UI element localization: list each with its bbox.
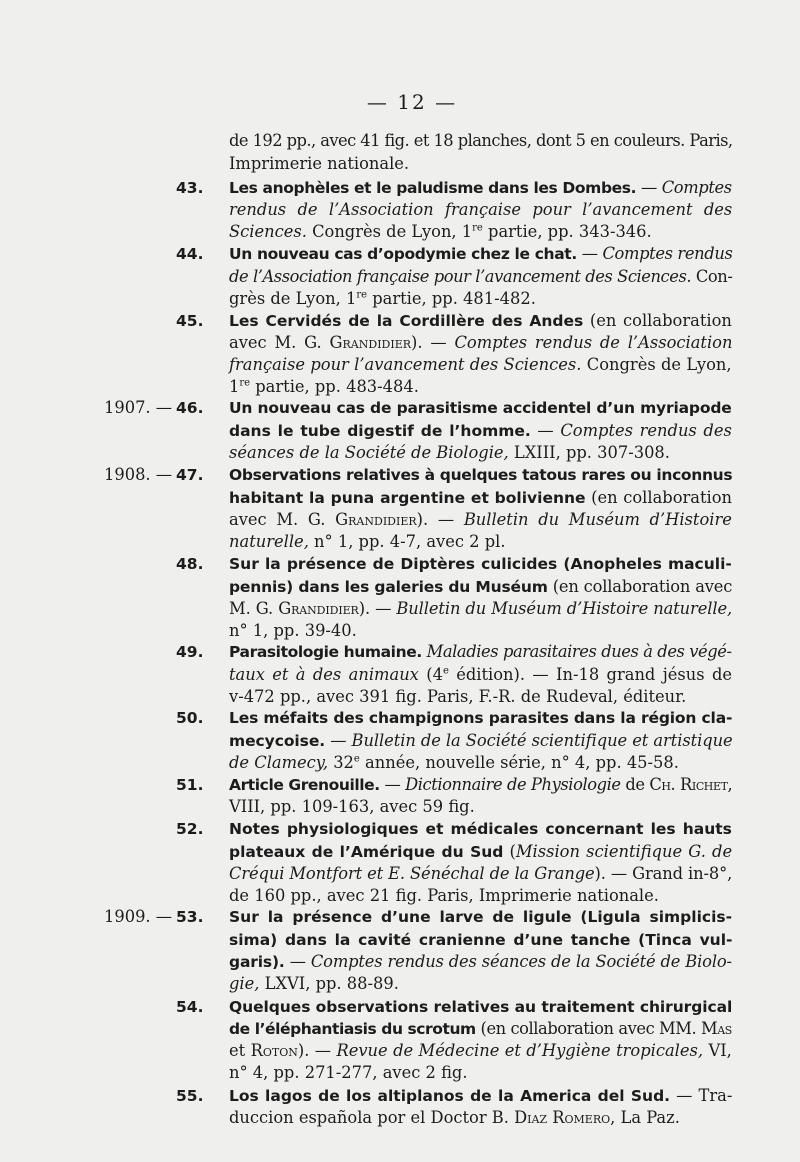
entry-number: 51. <box>176 776 204 794</box>
text-span: LXIII, pp. 307-308. <box>508 443 670 462</box>
entry-line <box>229 730 733 752</box>
text-span: Con- <box>691 267 733 286</box>
entry-line <box>229 818 732 840</box>
text-span: e <box>442 665 449 677</box>
citation-text: Dictionnaire de Physiologie <box>405 775 621 794</box>
entry-line <box>229 841 732 863</box>
citation-text: gie, <box>229 974 260 993</box>
entry-line <box>229 1062 468 1084</box>
text-span: — <box>576 244 603 263</box>
entry-line <box>229 707 732 729</box>
text-span: duccion española por el Doctor B. <box>229 1108 515 1127</box>
entry-number: 53. <box>176 908 204 926</box>
entry-line <box>229 310 732 332</box>
text-span: re <box>472 222 483 234</box>
entry-title-text: Les méfaits des champignons parasites dans la région cla- <box>229 709 733 727</box>
text-span: ). — <box>416 510 464 529</box>
text-span: — <box>530 421 561 440</box>
author-name: Diaz Romero, <box>514 1108 616 1127</box>
citation-text: de Clamecy, <box>229 753 329 772</box>
entry-number: 49. <box>176 643 204 661</box>
entry-number: 44. <box>176 245 204 263</box>
text-span: avec M. G. <box>229 333 330 352</box>
author-name: Grandidier <box>278 599 359 618</box>
entry-line <box>229 177 732 199</box>
text-span: année, nouvelle série, n° 4, pp. 45-58. <box>359 753 679 772</box>
citation-text: Maladies parasitaires dues à des végé- <box>426 642 732 661</box>
entry-line <box>229 332 732 354</box>
entry-title-text: Les Cervidés de la Cordillère des Andes <box>229 312 584 330</box>
text-span: (en collaboration <box>583 311 732 330</box>
citation-text: Créqui Montfort et E. Sénéchal de la Grange <box>229 864 595 883</box>
entry-year: 1907. — <box>104 398 173 417</box>
entry-line <box>229 641 732 663</box>
entry-title-text: Un nouveau cas de parasitisme accidentel d’un myriapode <box>229 399 732 417</box>
citation-text: Sciences. <box>229 222 307 241</box>
entry-line <box>229 199 732 221</box>
entry-line <box>229 863 732 885</box>
text-span: Congrès de Lyon, <box>581 355 732 374</box>
entry-title-text: Notes physiologiques et médicales concernant les hauts <box>229 820 732 838</box>
text-span: VI, <box>703 1041 732 1060</box>
entry-line <box>229 354 732 376</box>
text-span: partie, pp. 343-346. <box>482 222 652 241</box>
entry-line <box>229 973 399 995</box>
entry-title-text: dans le tube digestif de l’homme. <box>229 422 531 440</box>
text-span: re <box>239 377 251 389</box>
entry-line <box>229 243 732 265</box>
citation-text: française pour l’avancement des Sciences. <box>229 355 582 374</box>
entry-year: 1909. — <box>104 907 173 926</box>
entry-line <box>229 553 732 575</box>
entry-title-text: Les anophèles et le paludisme dans les Dombes. <box>229 179 637 197</box>
entry-title-text: de l’éléphantiasis du scrotum <box>229 1020 476 1038</box>
entry-title-text: Quelques observations relatives au traitement chirurgical <box>229 998 733 1016</box>
text-span: grès de Lyon, 1 <box>229 289 357 308</box>
entry-title-text: sima) dans la cavité cranienne d’une tanche (Tinca vul- <box>229 931 733 949</box>
text-span: de 192 pp., avec 41 fig. et 18 planches, dont 5 en couleurs. Paris, <box>229 131 733 150</box>
text-span: ). — <box>297 1041 337 1060</box>
entry-line <box>229 885 659 907</box>
entry-title-text: Article Grenouille. <box>229 776 380 794</box>
entry-line <box>229 397 732 419</box>
text-span: VIII, pp. 109-163, avec 59 fig. <box>229 797 475 816</box>
text-span: partie, pp. 483-484. <box>250 377 419 396</box>
text-span: (en collaboration <box>585 488 733 507</box>
entry-title-text: Observations relatives à quelques tatous rares ou inconnus <box>229 466 733 484</box>
entry-line <box>229 130 733 152</box>
entry-line <box>229 1085 732 1107</box>
entry-line <box>229 929 732 951</box>
citation-text: naturelle, <box>229 532 309 551</box>
text-span: ( <box>503 842 516 861</box>
entry-number: 50. <box>176 709 204 727</box>
entry-line <box>229 420 732 442</box>
entry-number: 52. <box>176 820 204 838</box>
entry-title-text: Sur la présence d’une larve de ligule (Ligula simplicis- <box>229 908 733 926</box>
text-span: partie, pp. 481-482. <box>367 289 536 308</box>
page-number: — 12 — <box>366 90 458 114</box>
text-span: re <box>356 289 368 301</box>
entry-number: 55. <box>176 1087 204 1105</box>
text-span: (en collaboration avec MM. <box>475 1019 701 1038</box>
text-span: (4 <box>418 665 443 684</box>
entry-number: 45. <box>176 312 204 330</box>
citation-text: séances de la Société de Biologie, <box>229 443 509 462</box>
entry-line <box>229 906 732 928</box>
text-span: de <box>620 775 650 794</box>
text-span: ). — <box>358 599 397 618</box>
entry-line <box>229 664 732 686</box>
citation-text: rendus de l’Association française pour l’avancement des <box>229 200 733 219</box>
entry-line <box>229 1107 680 1129</box>
text-span: 1 <box>229 377 240 396</box>
text-span: ). — <box>411 333 455 352</box>
text-span: (en collaboration avec <box>547 577 733 596</box>
author-name: Grandidier <box>329 333 412 352</box>
text-span: et <box>229 1041 251 1060</box>
text-span: ). — Grand in-8°, <box>594 864 733 883</box>
entry-number: 47. <box>176 466 204 484</box>
entry-number: 48. <box>176 555 204 573</box>
entry-line <box>229 487 732 509</box>
entry-title-text: Los lagos de los altiplanos de la America del Sud. <box>229 1087 671 1105</box>
text-span: n° 1, pp. 39-40. <box>229 621 357 640</box>
entry-title-text: garis). <box>229 953 285 971</box>
text-span: e <box>353 753 360 765</box>
text-span: — Tra- <box>670 1086 733 1105</box>
text-span: n° 4, pp. 271-277, avec 2 fig. <box>229 1063 468 1082</box>
entry-number: 46. <box>176 399 204 417</box>
entry-title-text: habitant la puna argentine et bolivienne <box>229 489 586 507</box>
citation-text: Comptes rendus des <box>560 421 732 440</box>
text-span: La Paz. <box>615 1108 680 1127</box>
entry-line <box>229 221 652 243</box>
entry-line <box>229 576 732 598</box>
author-name: Roton <box>250 1041 298 1060</box>
entry-line <box>229 288 536 310</box>
text-span: avec M. G. <box>229 510 336 529</box>
entry-line <box>229 1018 732 1040</box>
entry-number: 43. <box>176 179 204 197</box>
entry-line <box>229 752 679 774</box>
citation-text: Comptes <box>661 178 732 197</box>
text-span: — <box>379 775 406 794</box>
entry-line <box>229 531 506 553</box>
entry-title-text: Sur la présence de Diptères culicides (Anopheles maculi- <box>229 555 732 573</box>
entry-line <box>229 266 732 288</box>
entry-line <box>229 951 732 973</box>
citation-text: Bulletin de la Société scientifique et artistique <box>351 731 733 750</box>
text-span: édition). — In-18 grand jésus de <box>448 665 733 684</box>
entry-title-text: Un nouveau cas d’opodymie chez le chat. <box>229 245 577 263</box>
text-span: n° 1, pp. 4-7, avec 2 pl. <box>308 532 506 551</box>
text-span: — <box>325 731 352 750</box>
citation-text: Revue de Médecine et d’Hygiène tropicales, <box>336 1041 704 1060</box>
text-span: v-472 pp., avec 391 fig. Paris, F.-R. de Rudeval, éditeur. <box>229 687 687 706</box>
entry-year: 1908. — <box>104 465 173 484</box>
entry-line <box>229 620 357 642</box>
entry-line <box>229 996 732 1018</box>
entry-title-text: plateaux de l’Amérique du Sud <box>229 843 504 861</box>
entry-line <box>229 509 732 531</box>
author-name: Ch. Richet, <box>649 775 733 794</box>
citation-text: Comptes rendus <box>602 244 733 263</box>
text-span: LXVI, pp. 88-89. <box>259 974 399 993</box>
text-span: 32 <box>328 753 354 772</box>
entry-number: 54. <box>176 998 204 1016</box>
citation-text: taux et à des animaux <box>229 665 419 684</box>
entry-line <box>229 376 419 398</box>
citation-text: de l’Association française pour l’avancement des Sciences. <box>229 267 692 286</box>
citation-text: Comptes rendus de l’Association <box>454 333 733 352</box>
text-span: Congrès de Lyon, 1 <box>306 222 473 241</box>
entry-line <box>229 774 732 796</box>
citation-text: Mission scientifique G. de <box>515 842 733 861</box>
text-span: — <box>284 952 311 971</box>
entry-line <box>229 464 732 486</box>
entry-line <box>229 796 475 818</box>
text-span: de 160 pp., avec 21 fig. Paris, Imprimerie nationale. <box>229 886 659 905</box>
entry-title-text: Parasitologie humaine. <box>229 643 422 661</box>
citation-text: Bulletin du Muséum d’Histoire <box>463 510 732 529</box>
author-name: Grandidier <box>335 510 417 529</box>
author-name: Mas <box>700 1019 732 1038</box>
text-span: M. G. <box>229 599 279 618</box>
entry-line <box>229 598 732 620</box>
entry-title-text: mecycoise. <box>229 732 326 750</box>
entry-line <box>229 153 409 175</box>
text-span: Imprimerie nationale. <box>229 154 410 173</box>
citation-text: Comptes rendus des séances de la Société de Biolo- <box>310 952 732 971</box>
entry-line <box>229 686 686 708</box>
entry-title-text: pennis) dans les galeries du Muséum <box>229 578 548 596</box>
text-span: — <box>636 178 662 197</box>
citation-text: Bulletin du Muséum d’Histoire naturelle, <box>396 599 733 618</box>
entry-line <box>229 442 670 464</box>
entry-line <box>229 1040 732 1062</box>
